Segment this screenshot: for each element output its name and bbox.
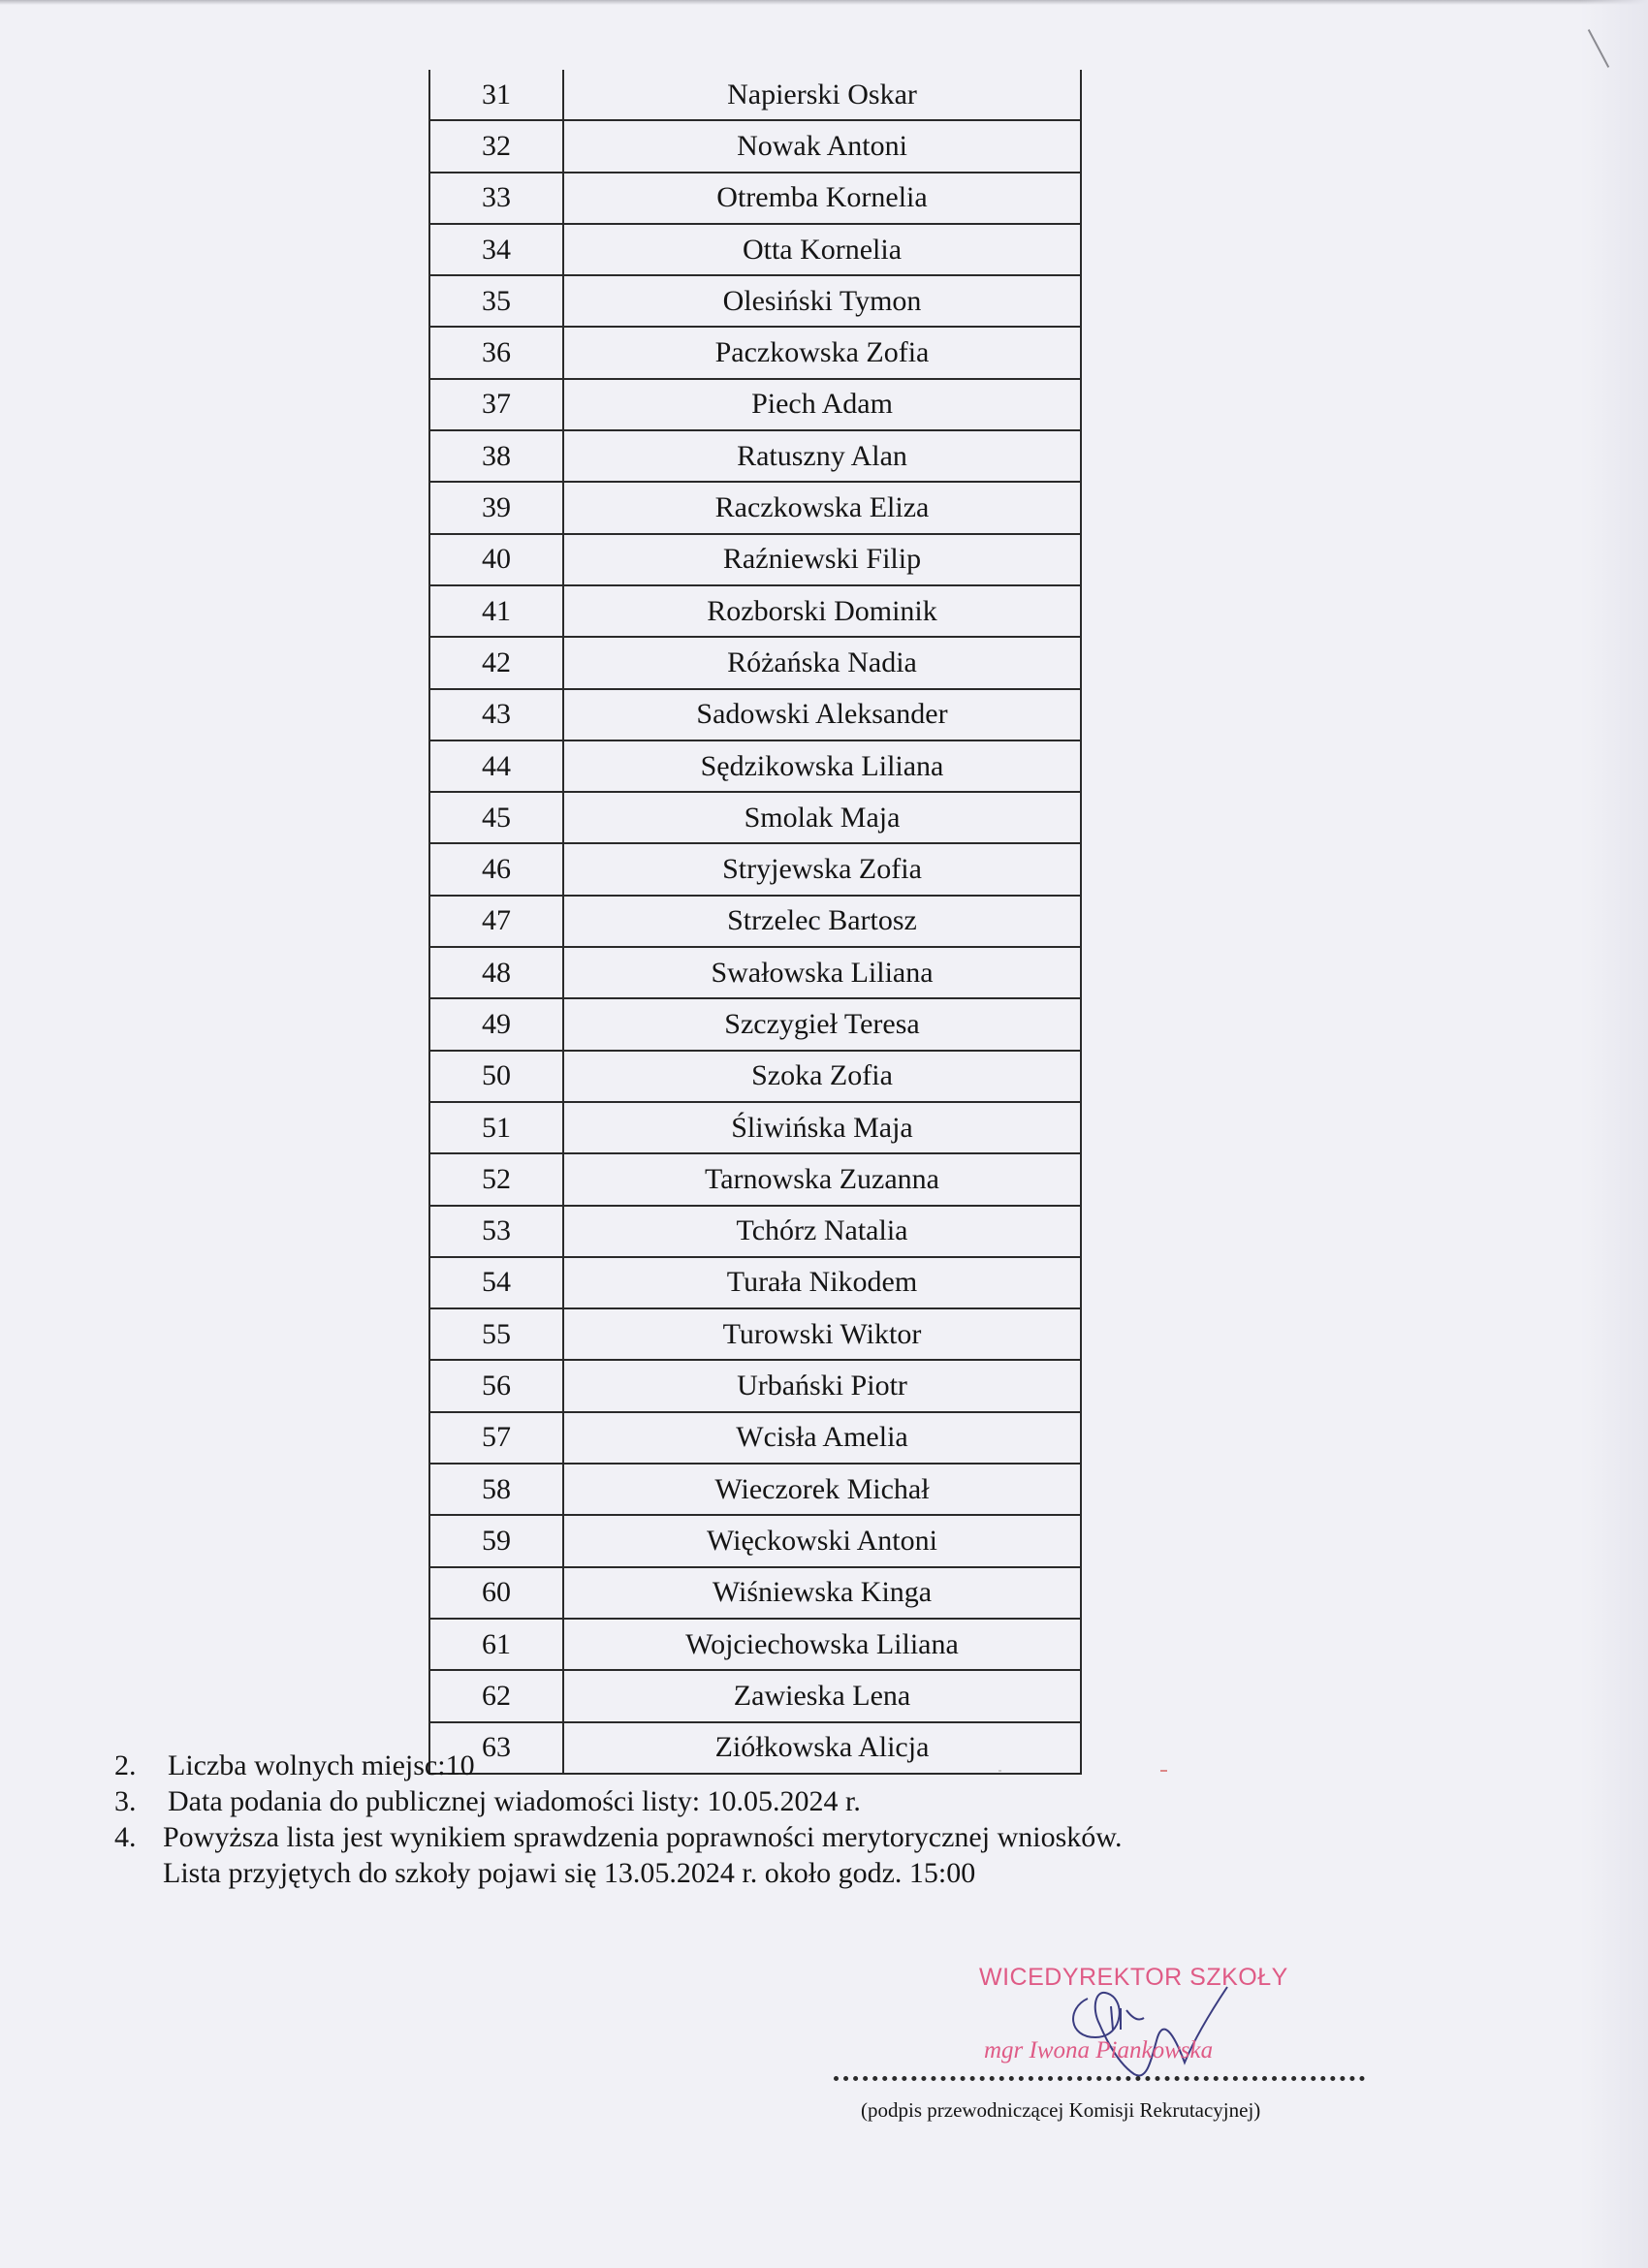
row-number: 35: [429, 275, 563, 327]
table-row: [429, 947, 1081, 998]
row-number: 49: [429, 998, 563, 1050]
table-row: [429, 70, 1081, 120]
row-number: 47: [429, 896, 563, 947]
table-row: [429, 430, 1081, 482]
table-row: [429, 1515, 1081, 1566]
note-text: Powyższa lista jest wynikiem sprawdzenia poprawności merytorycznej wniosków.: [163, 1821, 1123, 1853]
table-row: [429, 1308, 1081, 1360]
scan-right-edge: [1580, 0, 1648, 2268]
table-row: [429, 1464, 1081, 1515]
row-number: 52: [429, 1153, 563, 1205]
row-number: 50: [429, 1051, 563, 1102]
signature-line: [834, 2076, 1365, 2081]
scan-top-edge: [0, 0, 1648, 5]
student-name: Śliwińska Maja: [563, 1102, 1081, 1153]
table-row: [429, 1051, 1081, 1102]
student-name: Strzelec Bartosz: [563, 896, 1081, 947]
student-name: Stryjewska Zofia: [563, 843, 1081, 895]
student-name: Wcisła Amelia: [563, 1412, 1081, 1464]
table-row: [429, 482, 1081, 533]
table-row: [429, 1102, 1081, 1153]
table-row: [429, 1257, 1081, 1308]
student-name: Otremba Kornelia: [563, 173, 1081, 224]
note-item: [114, 1748, 1394, 1783]
table-row: [429, 998, 1081, 1050]
notes-list: [114, 1748, 1394, 1891]
admission-list-body: [429, 70, 1081, 1774]
table-row: [429, 689, 1081, 740]
table-row: [429, 1360, 1081, 1411]
student-name: Wieczorek Michał: [563, 1464, 1081, 1515]
scan-speck: [998, 1770, 1001, 1772]
note-text-continuation: Lista przyjętych do szkoły pojawi się 13.05.2024 r. około godz. 15:00: [163, 1857, 976, 1889]
student-name: Sędzikowska Liliana: [563, 740, 1081, 792]
student-name: Turowski Wiktor: [563, 1308, 1081, 1360]
row-number: 56: [429, 1360, 563, 1411]
row-number: 41: [429, 585, 563, 637]
table-row: [429, 1670, 1081, 1721]
row-number: 51: [429, 1102, 563, 1153]
admission-list-table: [428, 70, 1082, 1775]
table-row: [429, 1567, 1081, 1619]
note-item: [114, 1819, 1394, 1891]
table-row: [429, 1153, 1081, 1205]
table-row: [429, 1412, 1081, 1464]
note-text: Data podania do publicznej wiadomości listy: 10.05.2024 r.: [168, 1785, 861, 1817]
table-row: [429, 173, 1081, 224]
row-number: 38: [429, 430, 563, 482]
row-number: 57: [429, 1412, 563, 1464]
student-name: Zawieska Lena: [563, 1670, 1081, 1721]
table-row: [429, 224, 1081, 275]
student-name: Szoka Zofia: [563, 1051, 1081, 1102]
row-number: 62: [429, 1670, 563, 1721]
row-number: 31: [429, 70, 563, 120]
table-row: [429, 275, 1081, 327]
row-number: 54: [429, 1257, 563, 1308]
student-name: Swałowska Liliana: [563, 947, 1081, 998]
student-name: Otta Kornelia: [563, 224, 1081, 275]
row-number: 33: [429, 173, 563, 224]
student-name: Więckowski Antoni: [563, 1515, 1081, 1566]
student-name: Tchórz Natalia: [563, 1206, 1081, 1257]
table-row: [429, 1206, 1081, 1257]
row-number: 48: [429, 947, 563, 998]
table-row: [429, 740, 1081, 792]
student-name: Urbański Piotr: [563, 1360, 1081, 1411]
student-name: Ratuszny Alan: [563, 430, 1081, 482]
row-number: 45: [429, 792, 563, 843]
student-name: Wojciechowska Liliana: [563, 1619, 1081, 1670]
row-number: 63: [429, 1722, 563, 1774]
row-number: 39: [429, 482, 563, 533]
stamp-name: mgr Iwona Piankowska: [984, 2037, 1214, 2063]
student-name: Wiśniewska Kinga: [563, 1567, 1081, 1619]
table-row: [429, 585, 1081, 637]
signature-caption: (podpis przewodniczącej Komisji Rekrutacyjnej): [861, 2098, 1261, 2122]
row-number: 59: [429, 1515, 563, 1566]
student-name: Raczkowska Eliza: [563, 482, 1081, 533]
table-row: [429, 327, 1081, 378]
student-name: Szczygieł Teresa: [563, 998, 1081, 1050]
row-number: 32: [429, 120, 563, 172]
table-row: [429, 120, 1081, 172]
note-item: [114, 1783, 1394, 1819]
scan-speck: [1160, 1770, 1167, 1772]
row-number: 37: [429, 379, 563, 430]
note-number: 3.: [114, 1785, 137, 1817]
signature-mark: [1057, 1969, 1280, 2086]
row-number: 60: [429, 1567, 563, 1619]
student-name: Rozborski Dominik: [563, 585, 1081, 637]
row-number: 34: [429, 224, 563, 275]
row-number: 53: [429, 1206, 563, 1257]
row-number: 40: [429, 534, 563, 585]
student-name: Napierski Oskar: [563, 70, 1081, 120]
row-number: 36: [429, 327, 563, 378]
table-row: [429, 843, 1081, 895]
table-row: [429, 792, 1081, 843]
student-name: Raźniewski Filip: [563, 534, 1081, 585]
table-row: [429, 637, 1081, 688]
student-name: Olesiński Tymon: [563, 275, 1081, 327]
row-number: 46: [429, 843, 563, 895]
row-number: 58: [429, 1464, 563, 1515]
student-name: Sadowski Aleksander: [563, 689, 1081, 740]
student-name: Nowak Antoni: [563, 120, 1081, 172]
student-name: Smolak Maja: [563, 792, 1081, 843]
row-number: 44: [429, 740, 563, 792]
row-number: 43: [429, 689, 563, 740]
table-row: [429, 896, 1081, 947]
student-name: Ziółkowska Alicja: [563, 1722, 1081, 1774]
note-text: Liczba wolnych miejsc:10: [168, 1749, 475, 1781]
row-number: 55: [429, 1308, 563, 1360]
note-number: 2.: [114, 1749, 137, 1781]
table-row: [429, 534, 1081, 585]
student-name: Turała Nikodem: [563, 1257, 1081, 1308]
note-number: 4.: [114, 1821, 137, 1853]
row-number: 42: [429, 637, 563, 688]
stamp-title: WICEDYREKTOR SZKOŁY: [979, 1964, 1288, 1991]
student-name: Piech Adam: [563, 379, 1081, 430]
student-name: Tarnowska Zuzanna: [563, 1153, 1081, 1205]
table-row: [429, 379, 1081, 430]
table-row: [429, 1619, 1081, 1670]
student-name: Różańska Nadia: [563, 637, 1081, 688]
row-number: 61: [429, 1619, 563, 1670]
student-name: Paczkowska Zofia: [563, 327, 1081, 378]
